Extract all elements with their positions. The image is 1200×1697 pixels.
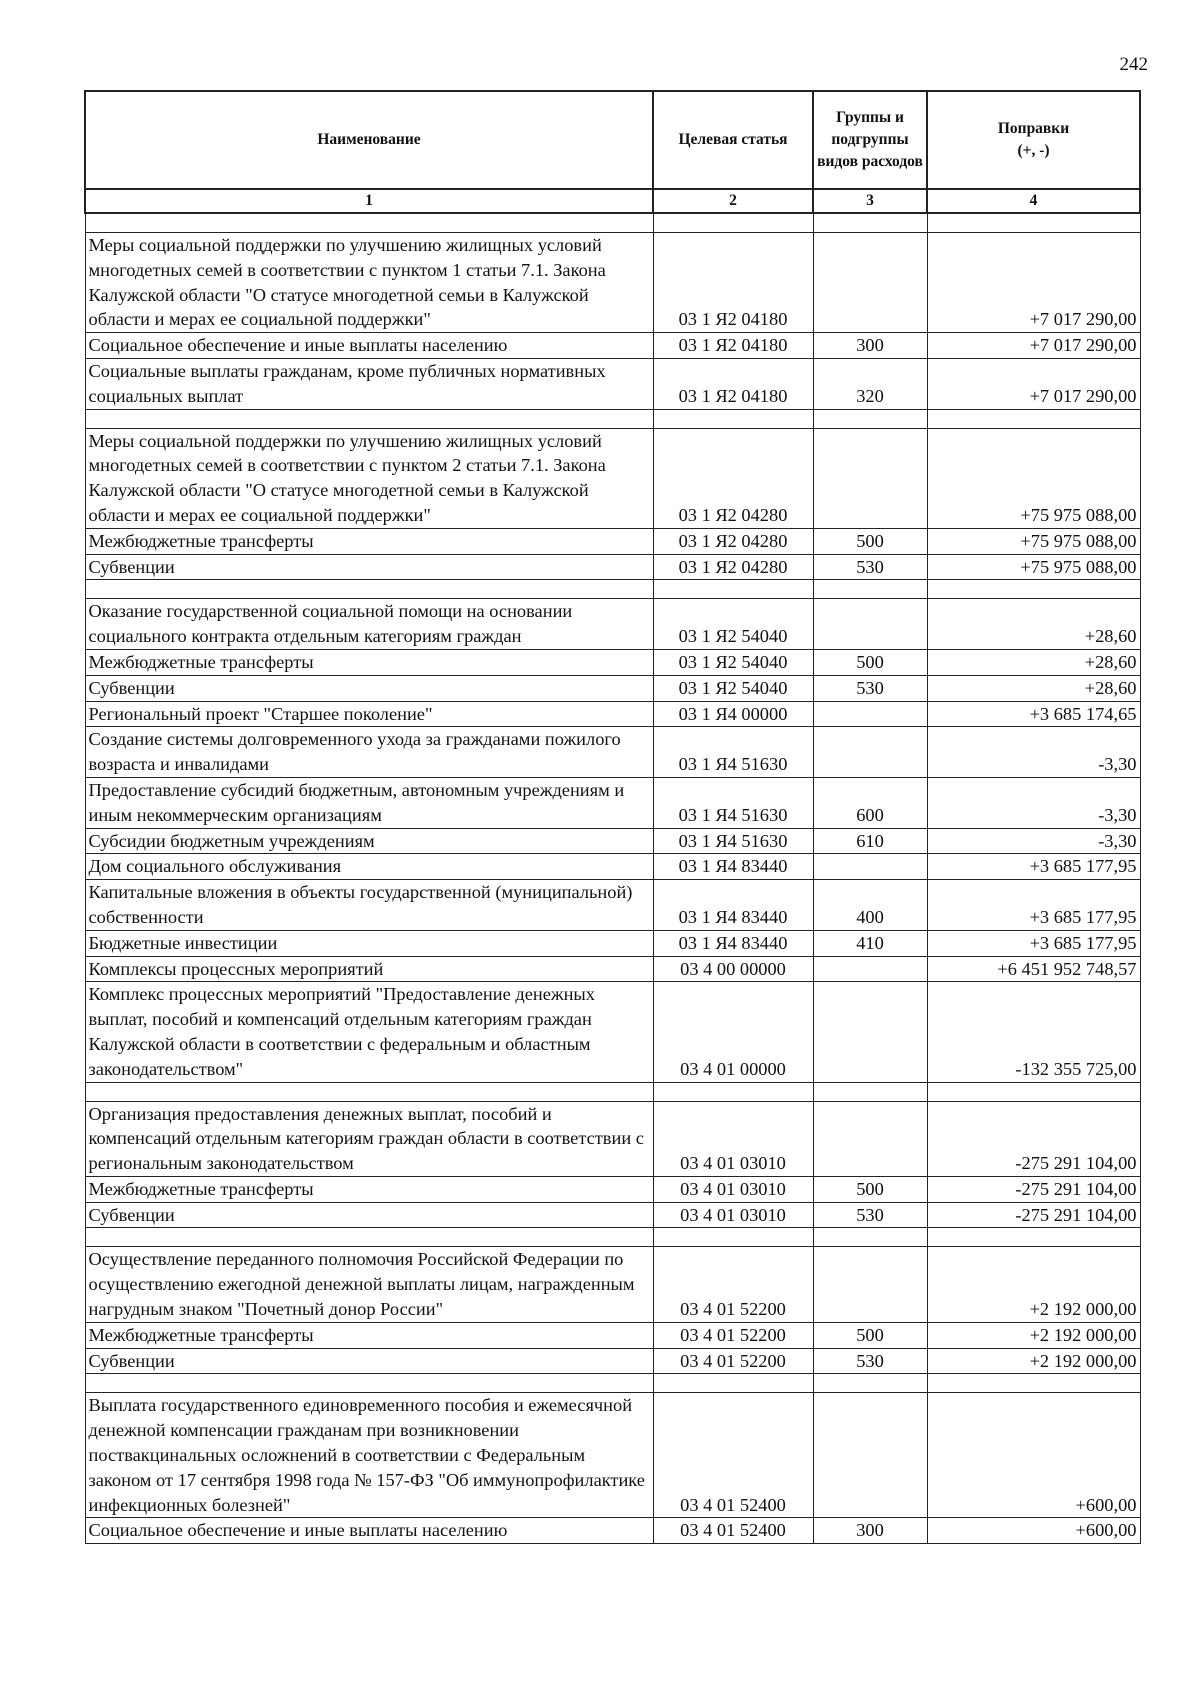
table-row [85, 358, 1140, 409]
row-target-code: 03 1 Я4 51630 [653, 777, 813, 828]
row-name: Межбюджетные трансферты [85, 528, 653, 554]
table-row [85, 828, 1140, 854]
row-expense-group: 320 [813, 358, 927, 409]
spacer-row [85, 1374, 1140, 1393]
row-amount: +28,60 [927, 675, 1140, 701]
row-target-code: 03 4 01 03010 [653, 1176, 813, 1202]
row-name: Социальные выплаты гражданам, кроме публичных нормативных социальных выплат [85, 358, 653, 409]
row-amount: -3,30 [927, 727, 1140, 778]
row-expense-group: 500 [813, 649, 927, 675]
row-expense-group: 500 [813, 1176, 927, 1202]
header-amendments [927, 91, 1140, 189]
row-target-code: 03 4 01 52200 [653, 1322, 813, 1348]
row-expense-group [813, 956, 927, 982]
row-amount: +7 017 290,00 [927, 358, 1140, 409]
row-expense-group [813, 727, 927, 778]
row-target-code: 03 4 01 52400 [653, 1518, 813, 1544]
row-expense-group [813, 982, 927, 1082]
row-amount: +3 685 177,95 [927, 880, 1140, 931]
row-expense-group [813, 1393, 927, 1518]
row-amount: +7 017 290,00 [927, 233, 1140, 333]
table-row [85, 727, 1140, 778]
page-number: 242 [1119, 54, 1148, 75]
row-expense-group [813, 701, 927, 727]
table-row [85, 333, 1140, 359]
table-header-row [85, 91, 1140, 189]
spacer-row [85, 1228, 1140, 1247]
column-number: 4 [927, 189, 1140, 213]
row-target-code: 03 4 01 52400 [653, 1393, 813, 1518]
header-amendments-title: Поправки [997, 120, 1070, 137]
row-expense-group [813, 233, 927, 333]
header-expense-groups: Группы и подгруппы видов расходов [813, 91, 927, 189]
table-row [85, 1202, 1140, 1228]
row-amount: +28,60 [927, 599, 1140, 650]
table-row [85, 528, 1140, 554]
row-target-code: 03 1 Я4 00000 [653, 701, 813, 727]
table-row [85, 956, 1140, 982]
row-name: Региональный проект "Старшее поколение" [85, 701, 653, 727]
row-expense-group [813, 854, 927, 880]
table-row [85, 880, 1140, 931]
row-target-code: 03 1 Я4 51630 [653, 727, 813, 778]
header-name: Наименование [85, 91, 653, 189]
table-row [85, 930, 1140, 956]
row-amount: +600,00 [927, 1393, 1140, 1518]
table-row [85, 649, 1140, 675]
table-row [85, 1393, 1140, 1518]
table-row [85, 982, 1140, 1082]
row-expense-group [813, 428, 927, 528]
row-target-code: 03 1 Я4 51630 [653, 828, 813, 854]
row-name: Выплата государственного единовременного пособия и ежемесячной денежной компенсации гражданам при возникновении поствакцинальных осложнений в соответствии с Федеральным законом от 17 сентября 1998 года № 157-ФЗ "Об иммунопрофилактике инфекционных болезней" [85, 1393, 653, 1518]
spacer-row [85, 1082, 1140, 1101]
row-name: Меры социальной поддержки по улучшению жилищных условий многодетных семей в соответствии с пунктом 2 статьи 7.1. Закона Калужской области "О статусе многодетной семьи в Калужской области и мерах ее социальной поддержки" [85, 428, 653, 528]
column-number: 2 [653, 189, 813, 213]
row-expense-group: 300 [813, 1518, 927, 1544]
spacer-row [85, 409, 1140, 428]
table-row [85, 701, 1140, 727]
column-number-row [85, 189, 1140, 213]
spacer-row [85, 580, 1140, 599]
row-name: Субвенции [85, 675, 653, 701]
column-number: 3 [813, 189, 927, 213]
row-name: Субвенции [85, 1202, 653, 1228]
row-target-code: 03 4 01 03010 [653, 1202, 813, 1228]
column-number: 1 [85, 189, 653, 213]
table-body [85, 213, 1140, 1544]
row-name: Социальное обеспечение и иные выплаты населению [85, 1518, 653, 1544]
row-name: Капитальные вложения в объекты государственной (муниципальной) собственности [85, 880, 653, 931]
table-row [85, 1518, 1140, 1544]
row-name: Социальное обеспечение и иные выплаты населению [85, 333, 653, 359]
row-name: Субсидии бюджетным учреждениям [85, 828, 653, 854]
row-amount: -275 291 104,00 [927, 1176, 1140, 1202]
row-name: Бюджетные инвестиции [85, 930, 653, 956]
row-amount: -275 291 104,00 [927, 1101, 1140, 1176]
row-target-code: 03 1 Я2 04280 [653, 554, 813, 580]
table-row [85, 854, 1140, 880]
row-amount: +3 685 174,65 [927, 701, 1140, 727]
row-amount: +3 685 177,95 [927, 930, 1140, 956]
header-amendments-sign: (+, -) [1017, 142, 1050, 159]
row-name: Оказание государственной социальной помощи на основании социального контракта отдельным категориям граждан [85, 599, 653, 650]
table-row [85, 1348, 1140, 1374]
row-expense-group: 600 [813, 777, 927, 828]
table-row [85, 233, 1140, 333]
row-amount: +75 975 088,00 [927, 528, 1140, 554]
row-expense-group: 500 [813, 1322, 927, 1348]
row-target-code: 03 1 Я2 54040 [653, 675, 813, 701]
row-amount: -275 291 104,00 [927, 1202, 1140, 1228]
row-amount: -3,30 [927, 828, 1140, 854]
row-name: Межбюджетные трансферты [85, 649, 653, 675]
row-target-code: 03 4 00 00000 [653, 956, 813, 982]
row-name: Субвенции [85, 1348, 653, 1374]
table-row [85, 428, 1140, 528]
row-target-code: 03 1 Я2 04280 [653, 528, 813, 554]
table-row [85, 1101, 1140, 1176]
row-target-code: 03 1 Я2 04280 [653, 428, 813, 528]
row-name: Межбюджетные трансферты [85, 1322, 653, 1348]
row-amount: +2 192 000,00 [927, 1247, 1140, 1322]
row-target-code: 03 1 Я2 04180 [653, 358, 813, 409]
row-expense-group: 610 [813, 828, 927, 854]
row-amount: +7 017 290,00 [927, 333, 1140, 359]
spacer-row [85, 213, 1140, 233]
row-name: Дом социального обслуживания [85, 854, 653, 880]
row-expense-group: 400 [813, 880, 927, 931]
row-target-code: 03 4 01 00000 [653, 982, 813, 1082]
row-expense-group [813, 1101, 927, 1176]
row-amount: +75 975 088,00 [927, 554, 1140, 580]
row-amount: +600,00 [927, 1518, 1140, 1544]
row-name: Организация предоставления денежных выплат, пособий и компенсаций отдельным категориям граждан области в соответствии с региональным законодательством [85, 1101, 653, 1176]
row-target-code: 03 4 01 52200 [653, 1348, 813, 1374]
row-amount: +2 192 000,00 [927, 1322, 1140, 1348]
row-target-code: 03 1 Я2 04180 [653, 233, 813, 333]
table-row [85, 599, 1140, 650]
row-amount: +75 975 088,00 [927, 428, 1140, 528]
row-target-code: 03 1 Я2 54040 [653, 599, 813, 650]
row-expense-group [813, 599, 927, 650]
row-expense-group: 500 [813, 528, 927, 554]
table-row [85, 1247, 1140, 1322]
table-row [85, 1176, 1140, 1202]
row-expense-group: 530 [813, 1202, 927, 1228]
row-name: Предоставление субсидий бюджетным, автономным учреждениям и иным некоммерческим организациям [85, 777, 653, 828]
table-row [85, 554, 1140, 580]
row-name: Создание системы долговременного ухода за гражданами пожилого возраста и инвалидами [85, 727, 653, 778]
table-row [85, 675, 1140, 701]
header-target-article: Целевая статья [653, 91, 813, 189]
row-amount: -132 355 725,00 [927, 982, 1140, 1082]
row-expense-group: 410 [813, 930, 927, 956]
row-target-code: 03 1 Я4 83440 [653, 930, 813, 956]
row-amount: +6 451 952 748,57 [927, 956, 1140, 982]
row-target-code: 03 1 Я2 54040 [653, 649, 813, 675]
row-name: Субвенции [85, 554, 653, 580]
row-name: Меры социальной поддержки по улучшению жилищных условий многодетных семей в соответствии с пунктом 1 статьи 7.1. Закона Калужской области "О статусе многодетной семьи в Калужской области и мерах ее социальной поддержки" [85, 233, 653, 333]
row-name: Комплексы процессных мероприятий [85, 956, 653, 982]
row-target-code: 03 4 01 52200 [653, 1247, 813, 1322]
row-expense-group [813, 1247, 927, 1322]
table-row [85, 1322, 1140, 1348]
row-target-code: 03 1 Я4 83440 [653, 854, 813, 880]
row-expense-group: 530 [813, 1348, 927, 1374]
row-expense-group: 530 [813, 554, 927, 580]
row-expense-group: 300 [813, 333, 927, 359]
row-amount: -3,30 [927, 777, 1140, 828]
row-name: Комплекс процессных мероприятий "Предоставление денежных выплат, пособий и компенсаций отдельным категориям граждан Калужской области в соответствии с федеральным и областным законодательством" [85, 982, 653, 1082]
row-amount: +2 192 000,00 [927, 1348, 1140, 1374]
row-name: Осуществление переданного полномочия Российской Федерации по осуществлению ежегодной денежной выплаты лицам, награжденным нагрудным знаком "Почетный донор России" [85, 1247, 653, 1322]
row-name: Межбюджетные трансферты [85, 1176, 653, 1202]
row-target-code: 03 1 Я4 83440 [653, 880, 813, 931]
row-amount: +28,60 [927, 649, 1140, 675]
budget-amendments-table [84, 90, 1141, 1544]
row-amount: +3 685 177,95 [927, 854, 1140, 880]
row-target-code: 03 1 Я2 04180 [653, 333, 813, 359]
table-row [85, 777, 1140, 828]
row-target-code: 03 4 01 03010 [653, 1101, 813, 1176]
row-expense-group: 530 [813, 675, 927, 701]
